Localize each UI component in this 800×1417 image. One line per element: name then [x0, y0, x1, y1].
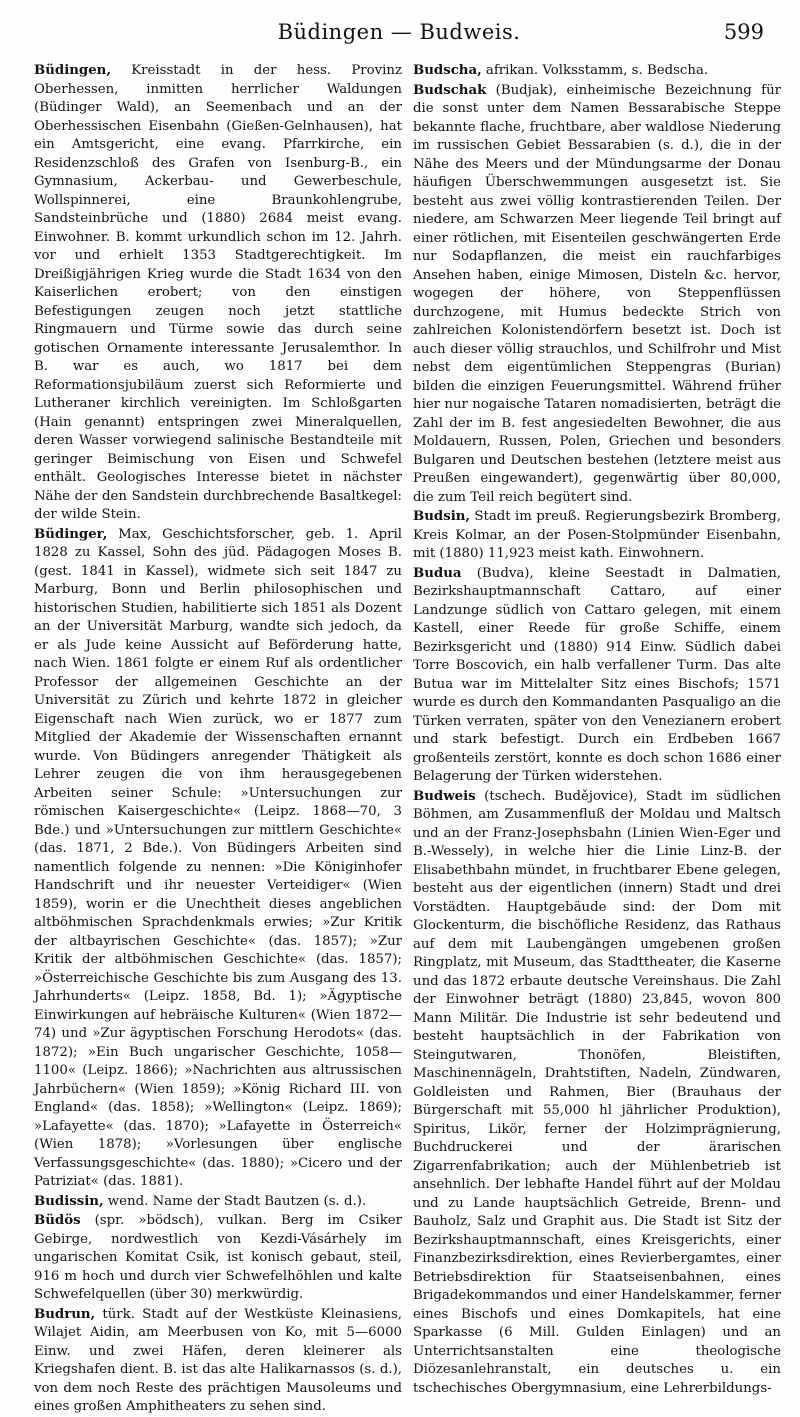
entry-buedoes — [34, 1212, 402, 1305]
entry-text: Max, Geschichtsforscher, geb. 1. April 1828 zu Kassel, Sohn des jüd. Pädagogen Moses B. (gest. 1841 in Kassel), widmete sich seit 1847 zu Marburg, Bonn und Berlin philosophischen und historischen Studien, habilitierte sich 1851 als Dozent an der Universität Marburg, wandte sich jedoch, da er als Jude keine Aussicht auf Beförderung hatte, nach Wien. 1861 folgte er einem Ruf als ordentlicher Professor der allgemeinen Geschichte an der Universität zu Zürich und kehrte 1872 in gleicher Eigenschaft nach Wien zurück, wo er 1877 zum Mitglied der Akademie der Wissenschaften ernannt wurde. Von Büdingers anregender Thätigkeit als Lehrer zeugen die von ihm herausgegebenen Arbeiten seiner Schule: »Untersuchungen zur römischen Kaisergeschichte« (Leipz. 1868—70, 3 Bde.) und »Untersuchungen zur mittlern Geschichte« (das. 1871, 2 Bde.). Von Büdingers Arbeiten sind namentlich folgende zu nennen: »Die Königinhofer Handschrift und ihr neuester Verteidiger« (Wien 1859), worin er die Unechtheit dieses angeblichen altböhmischen Sprachdenkmals erwies; »Zur Kritik der altbayrischen Geschichte« (das. 1857); »Zur Kritik der altböhmischen Geschichte« (das. 1857); »Österreichische Geschichte bis zum Ausgang des 13. Jahrhunderts« (Leipz. 1858, Bd. 1); »Ägyptische Einwirkungen auf hebräische Kulturen« (Wien 1872—74) und »Zur ägyptischen Forschung Herodots« (das. 1872); »Ein Buch ungarischer Geschichte, 1058—1100« (Leipz. 1866); »Nachrichten aus altrussischen Jahrbüchern« (Wien 1859); »König Richard III. von England« (das. 1858); »Wellington« (Leipz. 1869); »Lafayette« (das. 1870); »Lafayette in Österreich« (Wien 1878); »Vorlesungen über englische Verfassungsgeschichte« (das. 1880); »Cicero und der Patriziat« (das. 1881). — [34, 526, 402, 1189]
entry-text: afrikan. Volksstamm, s. Bedscha. — [481, 63, 709, 78]
entry-budweis — [413, 788, 781, 1399]
entry-buedinger — [34, 526, 402, 1192]
entry-headword: Budweis — [413, 788, 476, 804]
entry-headword: Budrun, — [34, 1306, 96, 1322]
entry-budissin — [34, 1193, 402, 1212]
entry-headword: Budua — [413, 565, 462, 581]
entry-budua — [413, 565, 781, 787]
left-column — [34, 62, 402, 1414]
entry-headword: Budissin, — [34, 1193, 104, 1209]
entry-budschak — [413, 82, 781, 508]
entry-buedingen — [34, 62, 402, 525]
entry-budrun — [34, 1306, 402, 1417]
entry-budsin — [413, 508, 781, 564]
entry-text: Stadt im preuß. Regierungsbezirk Bromberg, Kreis Kolmar, an der Posen-Stolpmünder Eisenbahn, mit (1880) 11,923 meist kath. Einwohnern. — [413, 509, 781, 561]
entry-budscha — [413, 62, 781, 81]
entry-headword: Budscha, — [413, 63, 482, 78]
running-title: Büdingen — Budweis. — [277, 20, 521, 44]
entry-text: wend. Name der Stadt Bautzen (s. d.). — [103, 1193, 367, 1209]
entry-text: türk. Stadt auf der Westküste Kleinasiens, Wilajet Aidin, am Meerbusen von Ko, mit 5—6000 Einw. und zwei Häfen, deren kleinerer als Kriegshafen dient. B. ist das alte Halikarnassos (s. d.), von dem noch Reste des prächtigen Mausoleums und eines großen Amphitheaters zu sehen sind. — [34, 1306, 402, 1414]
page-number: 599 — [723, 20, 764, 44]
entry-text: (Budva), kleine Seestadt in Dalmatien, Bezirkshauptmannschaft Cattaro, auf einer Landzunge südlich von Cattaro gelegen, mit einem Kastell, einer Reede für große Schiffe, einem Bezirksgericht und (1880) 914 Einw. Südlich dabei Torre Boscovich, ein halb verfallener Turm. Das alte Butua war im Mittelalter Sitz eines Bischofs; 1571 wurde es durch den Kommandanten Pasqualigo an die Türken verraten, später von den Venezianern erobert und stark befestigt. Durch ein Erdbeben 1667 großenteils zerstört, konnte es doch schon 1686 einer Belagerung der Türken widerstehen. — [413, 565, 781, 784]
entry-headword: Büdös — [34, 1213, 81, 1228]
entry-headword: Budschak — [413, 82, 487, 98]
entry-text: (Budjak), einheimische Bezeichnung für die sonst unter dem Namen Bessarabische Steppe bekannte flache, fruchtbare, aber waldlose Niederung im russischen Gebiet Bessarabien (s. d.), die in der Nähe des Meers und der Mündungsarme der Donau häufigen Überschwemmungen ausgesetzt ist. Sie besteht aus zwei völlig kontrastierenden Teilen. Der niedere, am Schwarzen Meer liegende Teil bringt auf einer rötlichen, mit Eisenteilen geschwängerten Erde nur Sodapflanzen, die meist ein rauchfarbiges Ansehen haben, einige Mimosen, Disteln &c. hervor, wogegen der höhere, von Steppenflüssen durchzogene, mit Humus bedeckte Strich von zahlreichen Kolonistendörfern besetzt ist. Doch ist auch dieser völlig strauchlos, und Schilfrohr und Mist nebst dem eigentümlichen Steppengras (Burian) bilden die einzigen Feuerungsmittel. Während früher hier nur nogaische Tataren nomadisierten, beträgt die Zahl der im B. fest angesiedelten Bewohner, die aus Moldauern, Russen, Polen, Griechen und besonders Bulgaren und Deutschen bestehen (letztere meist aus Preußen eingewandert), gegenwärtig über 80,000, die zum Teil reich begütert sind. — [413, 82, 781, 505]
entry-headword: Büdinger, — [34, 526, 108, 542]
entry-text: (spr. »bödsch), vulkan. Berg im Csiker Gebirge, nordwestlich von Kezdi-Vásárhely im ungarischen Komitat Csik, ist konisch gebaut, steil, 916 m hoch und durch vier Schwefelhöhlen und kalte Schwefelquellen (über 30) merkwürdig. — [34, 1213, 402, 1302]
right-column — [413, 62, 781, 1396]
entry-headword: Büdingen, — [34, 63, 111, 78]
entry-text: Kreisstadt in der hess. Provinz Oberhessen, inmitten herrlicher Waldungen (Büdinger Wald), an Seemenbach und an der Oberhessischen Eisenbahn (Gießen-Gelnhausen), hat ein Amtsgericht, eine evang. Pfarrkirche, ein Residenzschloß des Grafen von Isenburg-B., ein Gymnasium, Ackerbau- und Gewerbeschule, Wollspinnerei, eine Braunkohlengrube, Sandsteinbrüche und (1880) 2684 meist evang. Einwohner. B. kommt urkundlich schon im 12. Jahrh. vor und erhielt 1353 Stadtgerechtigkeit. Im Dreißigjährigen Krieg wurde die Stadt 1634 von den Kaiserlichen erobert; von den einstigen Befestigungen zeugen noch jetzt stattliche Ringmauern und Türme sowie das durch seine gotischen Ornamente interessante Jerusalemthor. In B. war es auch, wo 1817 bei dem Reformationsjubiläum zuerst sich Reformierte und Lutheraner kirchlich vereinigten. Im Schloßgarten (Hain genannt) entspringen zwei Mineralquellen, deren Wasser vorwiegend salinische Bestandteile mit geringer Beimischung von Eisen und Schwefel enthält. Geologisches Interesse bietet in nächster Nähe der den Sandstein durchbrechende Basaltkegel: der wilde Stein. — [34, 63, 402, 522]
running-head — [34, 6, 764, 50]
entry-text: (tschech. Budějovice), Stadt im südlichen Böhmen, am Zusammenfluß der Moldau und Maltsch und an der Franz-Josephsbahn (Linien Wien-Eger und B.-Wessely), in welche hier die Linie Linz-B. der Elisabethbahn mündet, in fruchtbarer Ebene gelegen, besteht aus der eigentlichen (innern) Stadt und drei Vorstädten. Hauptgebäude sind: der Dom mit Glockenturm, die bischöfliche Residenz, das Rathaus auf dem mit Laubengängen umgebenen großen Ringplatz, mit Museum, das Stadttheater, die Kaserne und das 1872 erbaute deutsche Vereinshaus. Die Zahl der Einwohner beträgt (1880) 23,845, wovon 800 Mann Militär. Die Industrie ist sehr bedeutend und besteht hauptsächlich in der Fabrikation von Steingutwaren, Thonöfen, Bleistiften, Maschinennägeln, Drahtstiften, Nadeln, Zündwaren, Goldleisten und Rahmen, Bier (Brauhaus der Bürgerschaft mit 55,000 hl jährlicher Produktion), Spiritus, Likör, ferner der Holzimprägnierung, Buchdruckerei und der ärarischen Zigarrenfabrikation; auch der Mühlenbetrieb ist ansehnlich. Der lebhafte Handel führt auf der Moldau und zu Lande hauptsächlich Getreide, Brenn- und Bauholz, Salz und Graphit aus. Die Stadt ist Sitz der Bezirkshauptmannschaft, eines Kreisgerichts, einer Finanzbezirksdirektion, eines Revierbergamtes, einer Betriebsdirektion für Staatseisenbahnen, eines Brigadekommandos und einer Handelskammer, ferner eines Bischofs und eines Domkapitels, hat eine Sparkasse (6 Mill. Gulden Einlagen) und an Unterrichtsanstalten eine theologische Diözesanlehranstalt, ein deutsches u. ein tschechisches Obergymnasium, eine Lehrerbildungs- — [413, 788, 781, 1396]
entry-headword: Budsin, — [413, 509, 471, 524]
